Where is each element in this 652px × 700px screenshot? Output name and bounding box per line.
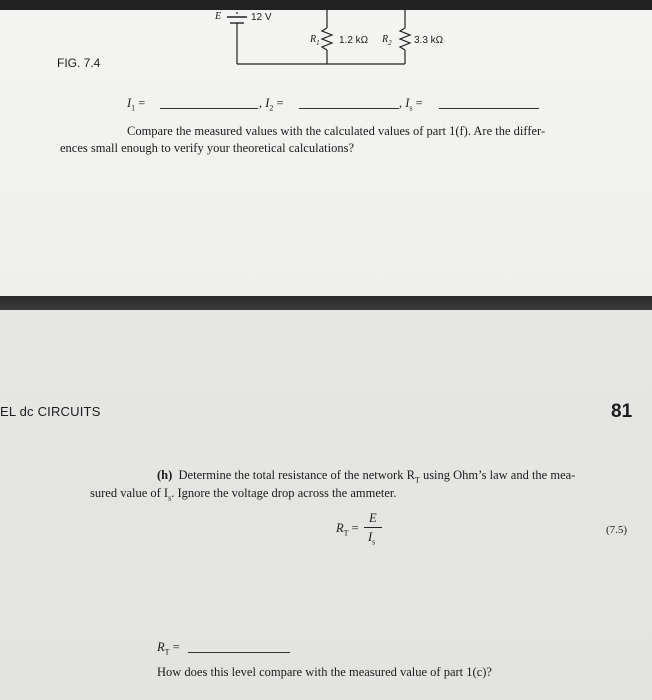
- answer-rt-line[interactable]: [188, 640, 290, 653]
- equation-denominator: $I_s$: [368, 530, 376, 547]
- equation-numerator: E: [369, 511, 377, 525]
- r2-label: $R_2$: [382, 34, 392, 47]
- equation-lhs: $R_T$ =: [336, 521, 359, 538]
- page-number: 81: [611, 401, 633, 422]
- r1-label: $R_1$: [310, 34, 320, 47]
- equation-number: (7.5): [606, 524, 628, 536]
- question-f-line1: Compare the measured values with the calculated values of part 1(f). Are the differ-: [127, 124, 546, 138]
- battery-value: 12 V: [251, 12, 272, 23]
- blank-i1-line[interactable]: [160, 96, 258, 109]
- blank-i2-label: , $I_2$ =: [259, 96, 284, 113]
- blank-is-line[interactable]: [439, 96, 539, 109]
- blank-i1-label: $I_1$ =: [127, 96, 146, 113]
- blank-i2-line[interactable]: [299, 96, 399, 109]
- r2-zigzag: [400, 28, 410, 50]
- r1-zigzag: [322, 28, 332, 50]
- r2-value: 3.3 kΩ: [414, 35, 444, 46]
- blank-is-label: , $I_s$ =: [399, 96, 423, 113]
- figure-label: FIG. 7.4: [57, 56, 101, 70]
- page-gap-band: [0, 296, 652, 310]
- question-h-line2: sured value of $I_s$. Ignore the voltage drop across the ammeter.: [90, 486, 397, 503]
- question-h-line1: (h) Determine the total resistance of the network $R_T$ using Ohm’s law and the mea-: [157, 468, 576, 485]
- battery-label: E: [215, 11, 222, 22]
- r1-value: 1.2 kΩ: [339, 35, 369, 46]
- section-title: EL dc CIRCUITS: [0, 404, 101, 419]
- question-f-line2: ences small enough to verify your theoretical calculations?: [60, 141, 354, 155]
- answer-rt-label: $R_T$ =: [157, 640, 180, 657]
- answer-question: How does this level compare with the measured value of part 1(c)?: [157, 665, 492, 679]
